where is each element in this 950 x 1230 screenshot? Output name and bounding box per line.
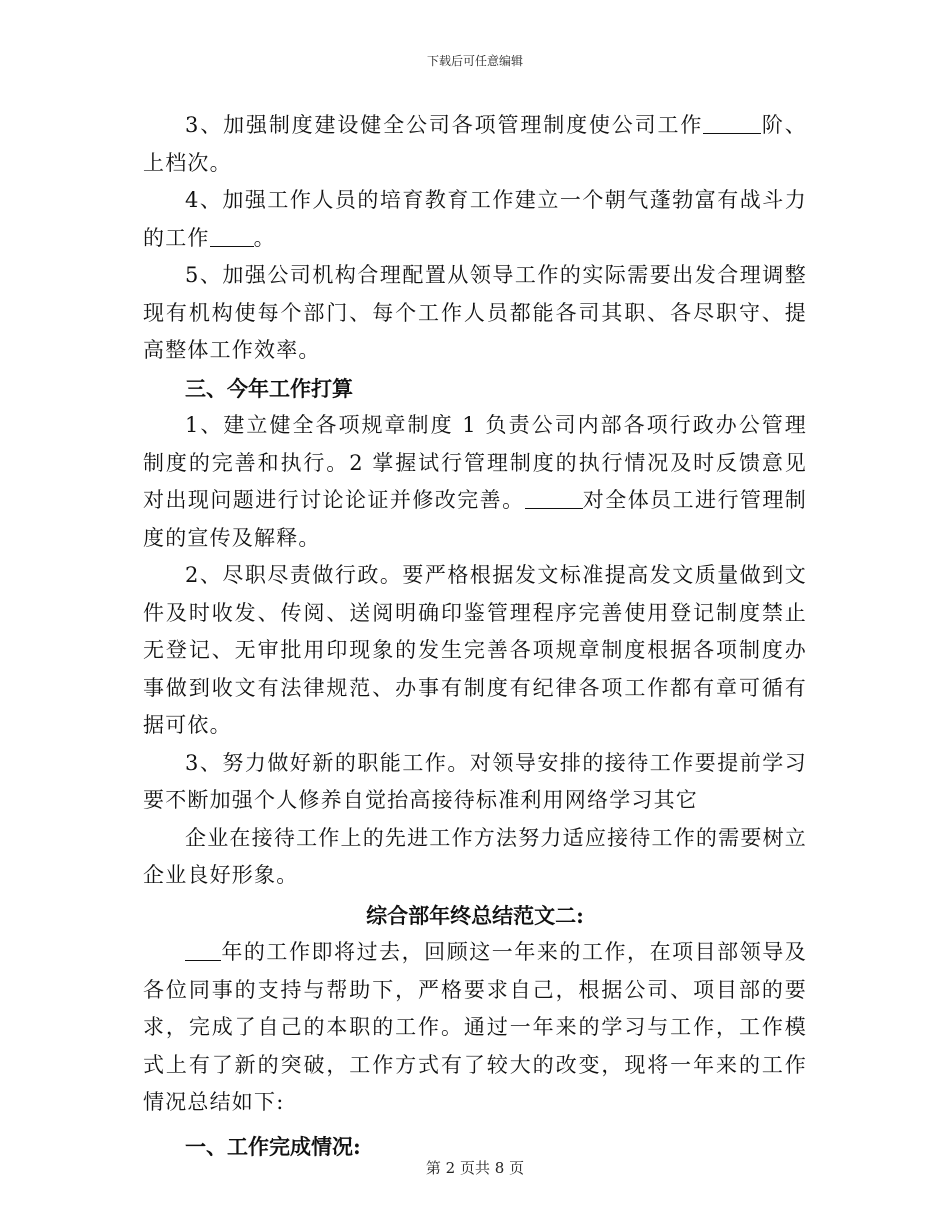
paragraph-text: 年的工作即将过去，回顾这一年来的工作，在项目部领导及各位同事的支持与帮助下，严格要求自己，根据公司、项目部的要求，完成了自己的本职的工作。通过一年来的学习与工作，工作模式上有了新的突破，工作方式有了较大的改变，现将一年来的工作情况总结如下:	[143, 940, 807, 1114]
blank-underline	[525, 488, 583, 509]
section-heading-3: 三、今年工作打算	[185, 375, 353, 401]
paragraph-text: 3、加强制度建设健全公司各项管理制度使公司工作	[185, 113, 704, 137]
paragraph-item-3	[143, 107, 807, 182]
article-title: 综合部年终总结范文二:	[366, 902, 584, 928]
paragraph-item-4	[143, 182, 807, 257]
paragraph-plan-3-cont: 企业在接待工作上的先进工作方法努力适应接待工作的需要树立企业良好形象。	[143, 825, 807, 887]
paragraph-text: 。	[253, 225, 276, 250]
paragraph-plan-2: 2、尽职尽责做行政。要严格根据发文标准提高发文质量做到文件及时收发、传阅、送阅明确印鉴管理程序完善使用登记制度禁止无登记、无审批用印现象的发生完善各项规章制度根据各项制度办事做到收文有法律规范、办事有制度有纪律各项工作都有章可循有据可依。	[143, 563, 807, 737]
paragraph-text: 对全体员工进行管理制度的宣传及解释。	[143, 488, 808, 550]
document-body	[143, 107, 807, 1165]
paragraph-plan-1	[143, 407, 807, 557]
paragraph-item-5: 5、加强公司机构合理配置从领导工作的实际需要出发合理调整现有机构使每个部门、每个工作人员都能各司其职、各尽职守、提高整体工作效率。	[143, 263, 807, 362]
paragraph-text: 阶、上档次。	[143, 113, 807, 175]
section-heading-1: 一、工作完成情况:	[185, 1133, 361, 1159]
paragraph-plan-3: 3、努力做好新的职能工作。对领导安排的接待工作要提前学习要不断加强个人修养自觉抬高接待标准利用网络学习其它	[143, 750, 807, 812]
paragraph-intro	[143, 934, 807, 1122]
paragraph-text: 4、加强工作人员的培育教育工作建立一个朝气蓬勃富有战斗力的工作	[143, 188, 807, 250]
blank-underline	[703, 113, 761, 134]
page-footer: 第 2 页共 8 页	[425, 1159, 525, 1177]
blank-underline	[210, 226, 254, 247]
page-header: 下载后可任意编辑	[426, 54, 523, 68]
blank-underline	[185, 940, 221, 961]
paragraph-text: 1、建立健全各项规章制度 1 负责公司内部各项行政办公管理制度的完善和执行。2 掌握试行管理制度的执行情况及时反馈意见对出现问题进行讨论论证并修改完善。	[143, 413, 807, 512]
